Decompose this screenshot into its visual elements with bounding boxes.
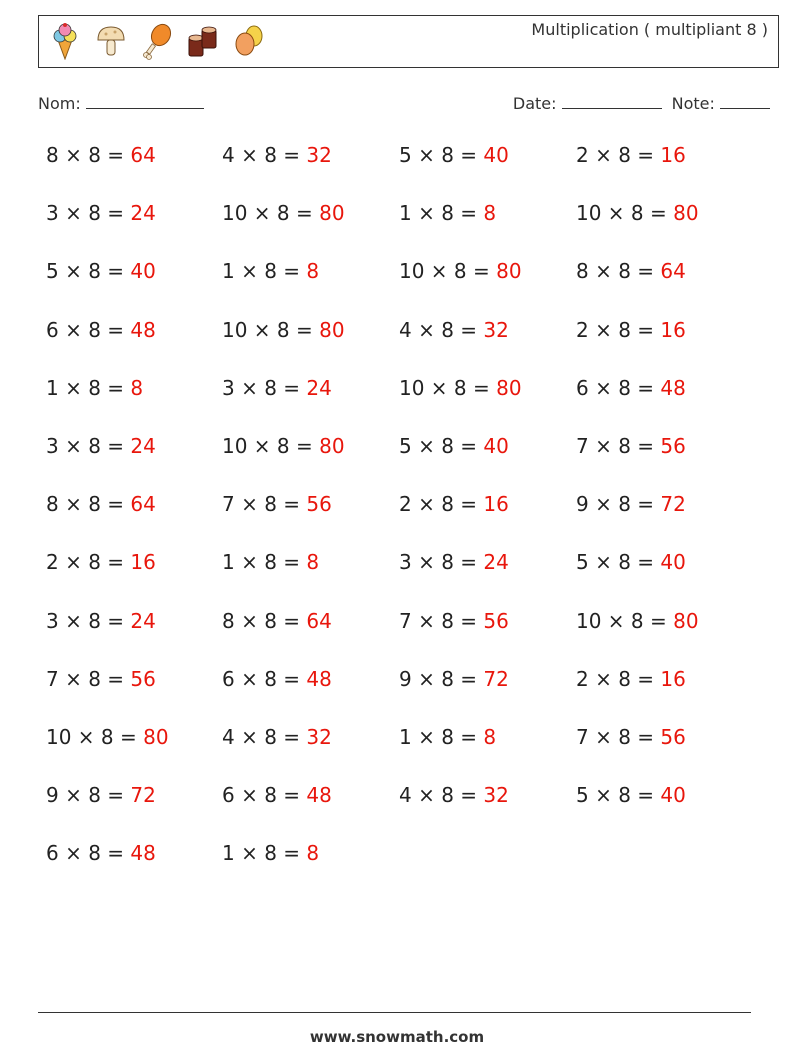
problem-item [46, 492, 156, 516]
problem-question: 2 × 8 = [46, 550, 131, 575]
problem-question: 3 × 8 = [222, 375, 307, 400]
problem-question: 10 × 8 = [576, 201, 674, 226]
log-cake-icon [187, 22, 219, 60]
problem-answer: 72 [483, 666, 509, 691]
problem-item [576, 434, 686, 458]
problem-question: 7 × 8 = [222, 492, 307, 517]
problem-item [399, 492, 509, 516]
problem-answer: 48 [306, 666, 332, 691]
problem-question: 7 × 8 = [46, 666, 131, 691]
problem-answer: 48 [130, 317, 156, 342]
name-field [38, 93, 204, 113]
problem-question: 2 × 8 = [576, 143, 661, 167]
problem-question: 5 × 8 = [399, 143, 484, 167]
problem-question: 5 × 8 = [46, 259, 131, 284]
problem-answer: 80 [319, 434, 345, 458]
problem-question: 4 × 8 = [399, 317, 484, 342]
date-note-fields [513, 93, 770, 113]
note-label: Note: [671, 94, 715, 113]
problem-item [576, 667, 686, 691]
problem-question: 7 × 8 = [576, 725, 661, 749]
problem-item [576, 783, 686, 807]
problem-answer: 32 [306, 143, 332, 167]
problem-item [222, 143, 332, 167]
date-blank[interactable] [562, 93, 662, 109]
problem-item [222, 434, 345, 458]
problem-item [46, 201, 156, 225]
problem-item [222, 376, 332, 400]
problem-answer: 56 [483, 608, 509, 633]
footer-website: www.snowmath.com [309, 1028, 485, 1046]
problem-question: 10 × 8 = [46, 725, 144, 749]
date-field [513, 93, 662, 113]
problem-question: 2 × 8 = [399, 492, 484, 517]
problem-question: 7 × 8 = [399, 608, 484, 633]
problem-item [576, 725, 686, 749]
problem-item [399, 725, 496, 749]
problem-item [399, 667, 509, 691]
problem-item [46, 318, 156, 342]
problem-item [222, 201, 345, 225]
problem-question: 9 × 8 = [46, 783, 131, 808]
problem-answer: 80 [496, 375, 522, 400]
problem-answer: 56 [660, 725, 686, 749]
problem-item [399, 550, 509, 574]
problem-item [222, 841, 319, 865]
problem-question: 10 × 8 = [399, 259, 497, 284]
problem-answer: 40 [660, 550, 686, 575]
name-label: Nom: [38, 94, 81, 113]
problem-item [222, 667, 332, 691]
problem-answer: 8 [306, 259, 320, 284]
problem-question: 6 × 8 = [222, 666, 307, 691]
problem-answer: 80 [143, 725, 169, 749]
problem-answer: 40 [660, 783, 686, 808]
problem-answer: 24 [130, 608, 156, 633]
problem-answer: 72 [130, 783, 156, 808]
problem-answer: 80 [496, 259, 522, 284]
problem-question: 6 × 8 = [46, 317, 131, 342]
problem-item [46, 434, 156, 458]
problem-question: 5 × 8 = [576, 550, 661, 575]
problem-question: 8 × 8 = [46, 492, 131, 517]
problem-answer: 56 [306, 492, 332, 517]
problem-question: 5 × 8 = [399, 434, 484, 458]
problem-item [576, 143, 686, 167]
note-blank[interactable] [720, 93, 770, 109]
problem-question: 10 × 8 = [222, 317, 320, 342]
problem-answer: 56 [130, 666, 156, 691]
problem-item [399, 609, 509, 633]
problem-question: 1 × 8 = [222, 841, 307, 866]
problem-question: 3 × 8 = [46, 434, 131, 458]
problem-question: 10 × 8 = [222, 434, 320, 458]
problem-answer: 8 [130, 375, 144, 400]
problem-item [399, 143, 509, 167]
problem-answer: 72 [660, 492, 686, 517]
problem-question: 9 × 8 = [399, 666, 484, 691]
problem-item [399, 783, 509, 807]
problem-question: 1 × 8 = [222, 259, 307, 284]
problem-answer: 16 [130, 550, 156, 575]
problem-item [576, 201, 699, 225]
problem-answer: 80 [319, 201, 345, 226]
problem-item [576, 550, 686, 574]
problem-question: 6 × 8 = [46, 841, 131, 866]
problem-question: 1 × 8 = [399, 201, 484, 226]
problem-answer: 80 [673, 608, 699, 633]
problem-question: 1 × 8 = [222, 550, 307, 575]
problem-item [46, 143, 156, 167]
problem-answer: 24 [130, 434, 156, 458]
problem-answer: 64 [660, 259, 686, 284]
problem-answer: 8 [306, 841, 320, 866]
date-label: Date: [512, 94, 557, 113]
problem-question: 2 × 8 = [576, 666, 661, 691]
problem-item [576, 318, 686, 342]
problem-answer: 32 [483, 783, 509, 808]
problem-item [46, 667, 156, 691]
problem-answer: 24 [306, 375, 332, 400]
problem-item [576, 376, 686, 400]
problem-item [399, 201, 496, 225]
problem-answer: 16 [483, 492, 509, 517]
problem-item [222, 259, 319, 283]
ice-cream-icon [49, 22, 81, 60]
problem-question: 4 × 8 = [222, 143, 307, 167]
problem-item [222, 492, 332, 516]
note-field [672, 93, 770, 113]
chicken-leg-icon [141, 22, 173, 60]
problem-answer: 24 [483, 550, 509, 575]
problem-question: 5 × 8 = [576, 783, 661, 808]
problem-item [46, 609, 156, 633]
problem-question: 8 × 8 = [46, 143, 131, 167]
mushroom-icon [95, 22, 127, 60]
problem-answer: 40 [483, 434, 509, 458]
problem-answer: 32 [483, 317, 509, 342]
problem-item [46, 841, 156, 865]
problem-answer: 48 [130, 841, 156, 866]
problem-answer: 24 [130, 201, 156, 226]
problem-question: 10 × 8 = [222, 201, 320, 226]
problem-item [46, 259, 156, 283]
problem-answer: 64 [130, 492, 156, 517]
problem-question: 6 × 8 = [222, 783, 307, 808]
problem-question: 10 × 8 = [576, 608, 674, 633]
problem-item [399, 376, 522, 400]
problem-item [46, 783, 156, 807]
problem-answer: 8 [483, 725, 497, 749]
problem-answer: 64 [306, 608, 332, 633]
problem-question: 1 × 8 = [399, 725, 484, 749]
problem-question: 4 × 8 = [222, 725, 307, 749]
problem-question: 8 × 8 = [222, 608, 307, 633]
problem-answer: 48 [660, 375, 686, 400]
problem-answer: 48 [306, 783, 332, 808]
problem-answer: 56 [660, 434, 686, 458]
problem-question: 10 × 8 = [399, 375, 497, 400]
worksheet-title: Multiplication ( multipliant 8 ) [531, 20, 768, 39]
problem-answer: 40 [483, 143, 509, 167]
problem-item [576, 609, 699, 633]
header-icons [49, 22, 265, 60]
problem-item [46, 725, 169, 749]
problem-answer: 80 [673, 201, 699, 226]
problem-question: 3 × 8 = [46, 201, 131, 226]
problem-question: 1 × 8 = [46, 375, 131, 400]
problem-question: 3 × 8 = [46, 608, 131, 633]
problem-item [576, 492, 686, 516]
problem-answer: 16 [660, 666, 686, 691]
problem-answer: 8 [483, 201, 497, 226]
worksheet-header [38, 15, 779, 68]
problem-question: 7 × 8 = [576, 434, 661, 458]
problem-item [46, 550, 156, 574]
problem-question: 2 × 8 = [576, 317, 661, 342]
problem-item [46, 376, 143, 400]
problem-answer: 80 [319, 317, 345, 342]
name-blank[interactable] [86, 93, 204, 109]
problem-answer: 64 [130, 143, 156, 167]
problem-answer: 8 [306, 550, 320, 575]
problem-answer: 16 [660, 143, 686, 167]
footer-divider [38, 1012, 751, 1013]
problem-item [222, 783, 332, 807]
problem-item [399, 318, 509, 342]
problem-item [576, 259, 686, 283]
problem-question: 8 × 8 = [576, 259, 661, 284]
problem-item [222, 725, 332, 749]
problem-item [399, 434, 509, 458]
problem-item [222, 318, 345, 342]
problem-answer: 32 [306, 725, 332, 749]
problem-item [222, 609, 332, 633]
eggs-icon [233, 22, 265, 60]
problem-question: 4 × 8 = [399, 783, 484, 808]
problem-item [222, 550, 319, 574]
problem-item [399, 259, 522, 283]
problem-answer: 40 [130, 259, 156, 284]
problem-answer: 16 [660, 317, 686, 342]
problem-question: 9 × 8 = [576, 492, 661, 517]
problem-question: 3 × 8 = [399, 550, 484, 575]
problem-question: 6 × 8 = [576, 375, 661, 400]
